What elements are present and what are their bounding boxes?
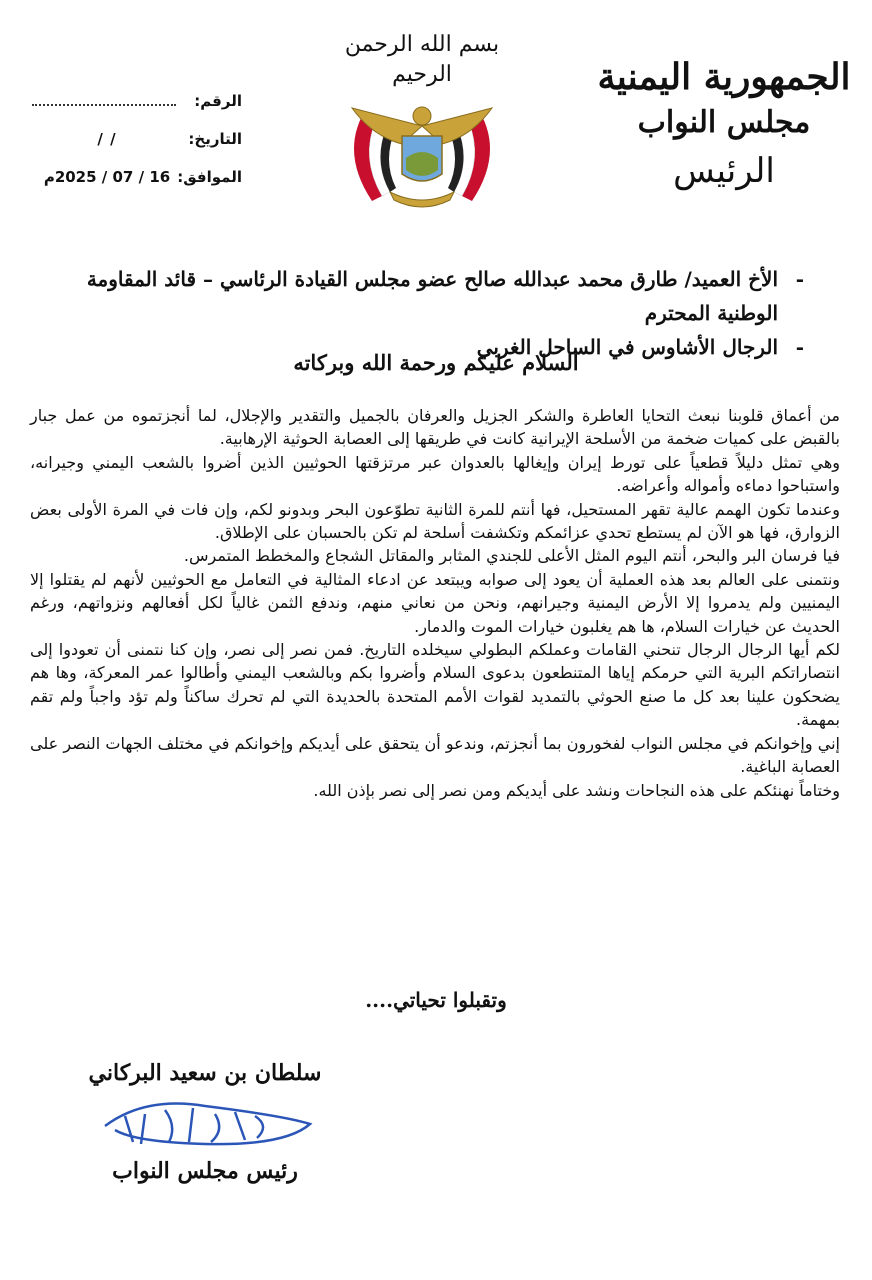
reference-block [32, 92, 242, 206]
date-row [32, 130, 242, 168]
signature-block [80, 1060, 330, 1184]
recipients-list [64, 262, 804, 364]
body-paragraph: لكم أيها الرجال الرجال تنحني القامات وعملكم البطولي سيخلده التاريخ. فمن نصر إلى نصر، وإن كنا نتمنى أن تعودوا إلى انتصاراتكم البرية التي حرمكم إياها المتنطعون بدعوى السلام وأضروا بكم وبالشعب اليمني وأطالوا عمر المعركة، وها هم يضحكون علينا بعد كل ما صنع الحوثي بالتمديد لقوات الأمم المتحدة بالحديدة التي لم تحرك ساكناً ولم تؤد واجباً ولم تقم بمهمة. [30, 640, 840, 730]
yemen-eagle-emblem-icon [332, 96, 512, 216]
council-name: مجلس النواب [637, 105, 811, 140]
letterhead-title [594, 55, 854, 193]
body-paragraph: إني وإخوانكم في مجلس النواب لفخورون بما أنجزتم، وندعو أن يتحقق على أيديكم وإخوانكم في مختلف الجهات النصر على العصابة الباغية. [30, 733, 840, 777]
closing-line: وتقبلوا تحياتي.... [365, 988, 507, 1012]
recipient-text: الأخ العميد/ طارق محمد عبدالله صالح عضو مجلس القيادة الرئاسي – قائد المقاومة الوطنية المحترم [86, 267, 778, 325]
signatory-name: سلطان بن سعيد البركاني [88, 1060, 322, 1086]
body-paragraph: وختاماً نهنئكم على هذه النجاحات ونشد على أيديكم ومن نصر إلى نصر بإذن الله. [313, 780, 840, 800]
date-label: التاريخ: [188, 130, 242, 148]
body-paragraph: وهي تمثل دليلاً قطعياً على تورط إيران وإيغالها بالعدوان عبر مرتزقتها الحوثيين الذين أضروا بالشعب اليمني وجيرانه، واستباحوا دماءه وأمواله وأعراضه. [30, 452, 840, 496]
greeting: السلام عليكم ورحمة الله وبركاته [293, 350, 579, 375]
corresponding-date-row [32, 168, 242, 206]
letter-body [30, 404, 840, 802]
ref-number-line [32, 92, 176, 106]
body-paragraph: وعندما تكون الهمم عالية تقهر المستحيل، فها أنتم للمرة الثانية تطوّعون البحر وبدونو لكم، وإن فات في المرة الأولى بعض الزوارق، فها هو الآن لم يستطع تحدي عزائمكم وتكشفت أسلحة لم تكن بالحسبان على الإطلاق. [30, 499, 840, 543]
handwritten-signature-icon [85, 1086, 325, 1156]
date-value: / / [97, 130, 117, 148]
republic-name: الجمهورية اليمنية [597, 56, 851, 98]
ref-number-label: الرقم: [194, 92, 242, 110]
body-paragraph: من أعماق قلوبنا نبعث التحايا العاطرة والشكر الجزيل والعرفان بالجميل والتقدير والإجلال، لما أنجزتموه من عمل جبار بالقبض على كميات ضخمة من الأسلحة الإيرانية كانت في طريقها إلى العصابة الحوثية الإرهابية. [30, 406, 840, 449]
recipient-text: الرجال الأشاوس في الساحل الغربي [476, 335, 778, 359]
corresponding-label: الموافق: [177, 168, 242, 186]
body-paragraph: ونتمنى على العالم بعد هذه العملية أن يعود إلى صوابه ويبتعد عن ادعاء المثالية في التعامل مع الحوثيين لأنهم لم يقتلوا إلا اليمنيين ولم يدمروا إلا الأرض اليمنية وجيرانهم، ونحن من نعاني منهم، وندفع الثمن غالياً لكل أفعالهم ونزواتهم، ورغم الحديث عن خيارات السلام، ها هم يغلبون خيارات الموت والدمار. [30, 569, 840, 636]
body-paragraph: فيا فرسان البر والبحر، أنتم اليوم المثل الأعلى للجندي المثابر والمقاتل الشجاع والمخطط المتمرس. [183, 546, 840, 566]
basmala: بسم الله الرحمن الرحيم [344, 32, 500, 87]
recipient-item: - الأخ العميد/ طارق محمد عبدالله صالح عضو مجلس القيادة الرئاسي – قائد المقاومة الوطنية المحترم [64, 262, 804, 330]
corresponding-value: 16 / 07 / 2025م [43, 168, 171, 186]
recipient-item: - الرجال الأشاوس في الساحل الغربي [64, 330, 804, 364]
emblem-block [322, 30, 522, 216]
signatory-title: رئيس مجلس النواب [112, 1158, 298, 1184]
ref-number-row [32, 92, 242, 130]
office-title: الرئيس [673, 151, 775, 191]
